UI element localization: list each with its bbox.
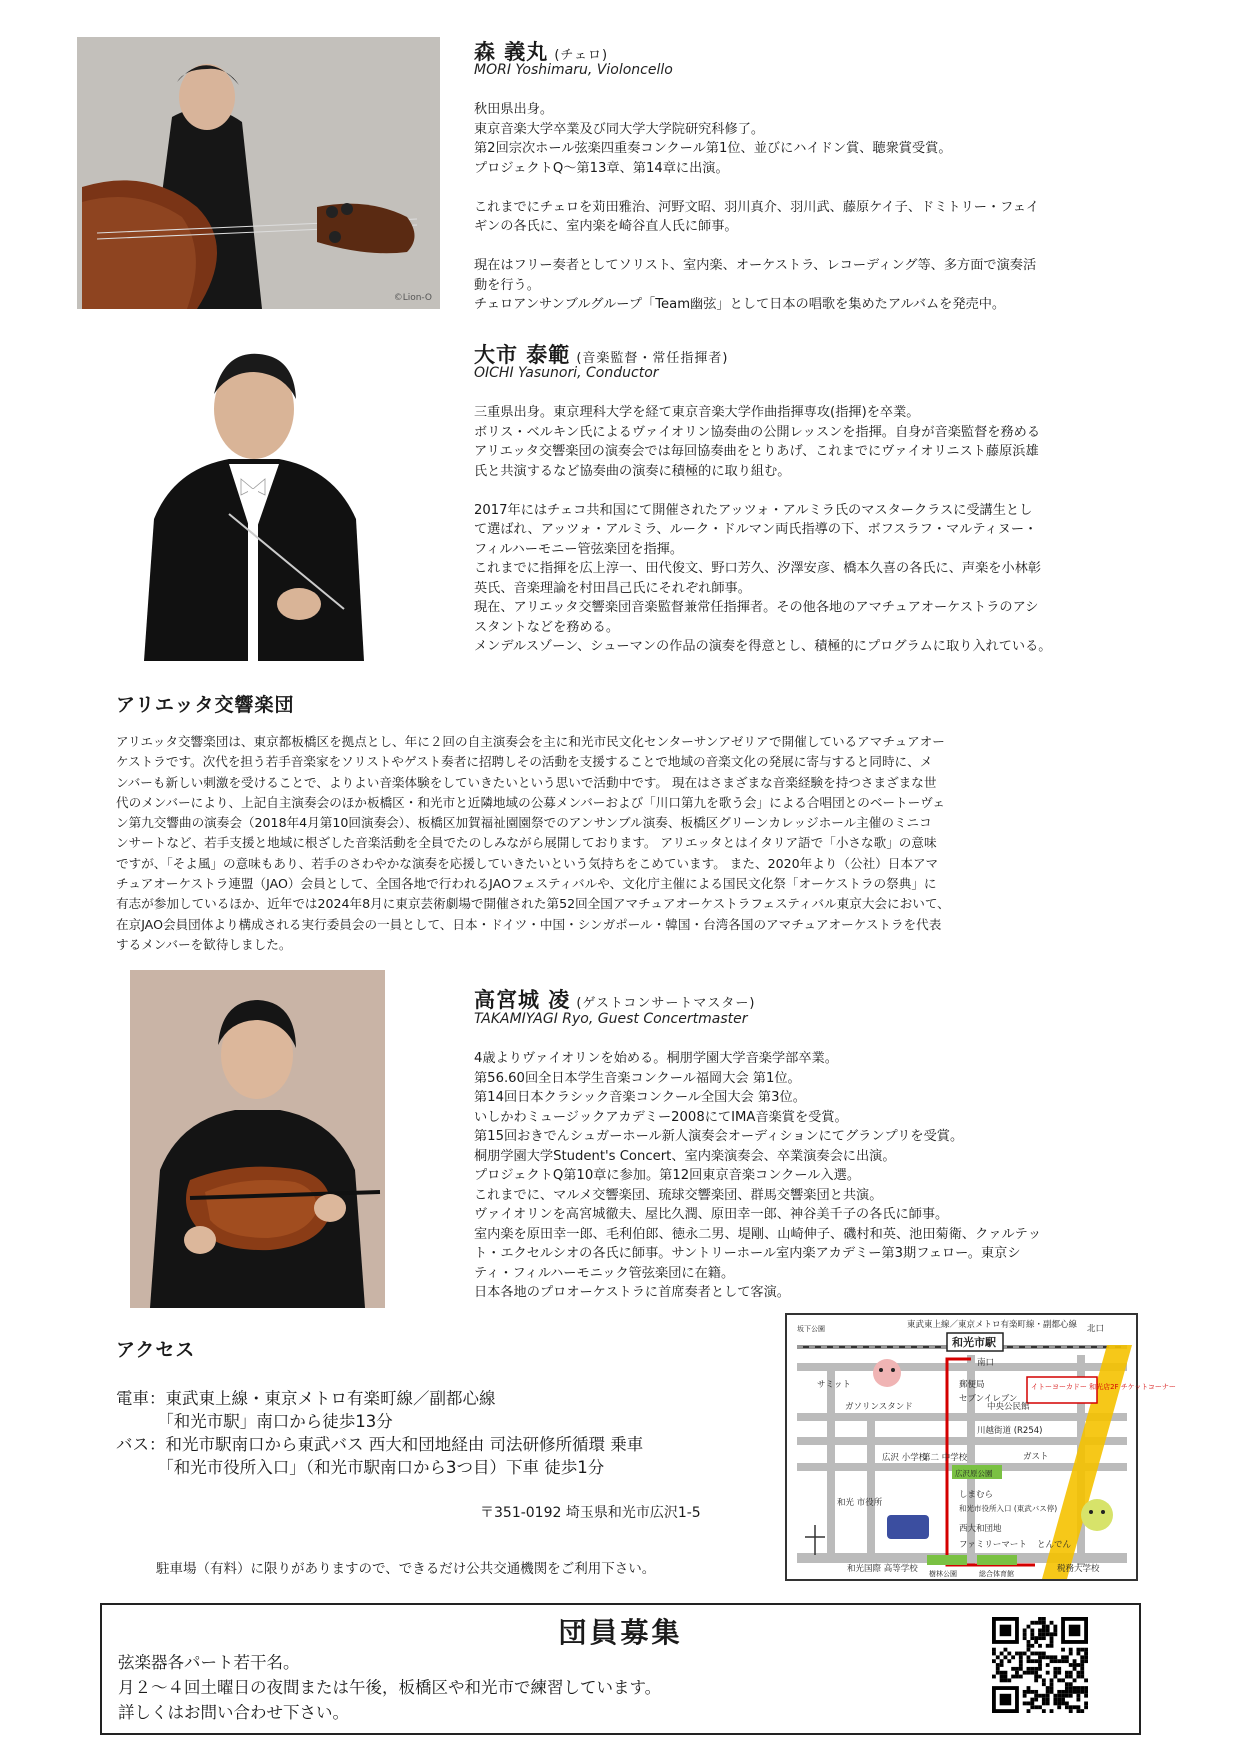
- description-line: 代のメンバーにより、上記自主演奏会のほか板橋区・和光市と近隣地域の公募メンバーおよび「川口第九を歌う会」による合唱団とのベートーヴェ: [116, 794, 945, 810]
- bio-line: [474, 481, 1051, 501]
- map-label-tonden: とんでん: [1037, 1540, 1072, 1550]
- bio-line: 氏と共演するなど協奏曲の演奏に積極的に取り組む。: [474, 463, 791, 479]
- map-label-ito-yokado: イトーヨーカドー 和光店2F チケットコーナー: [1031, 1383, 1176, 1391]
- bio-line: 東京音楽大学卒業及び同大学大学院研究科修了。: [474, 121, 765, 137]
- map-label-sakashita-park: 坂下公園: [797, 1325, 825, 1333]
- bio-line: これまでに指揮を広上淳一、田代俊文、野口芳久、汐澤安彦、橋本久喜の各氏に、声楽を小林彰: [474, 561, 1042, 576]
- bio-line: 第2回宗次ホール弦楽四重奏コンクール第1位、並びにハイドン賞、聴衆賞受賞。: [474, 141, 952, 156]
- takamiyagi-bio: [474, 1049, 1041, 1303]
- map-label-post-office: 郵便局: [959, 1380, 985, 1390]
- takamiyagi-photo: [130, 970, 385, 1308]
- bio-line: 現在、アリエッタ交響楽団音楽監督兼常任指揮者。その他各地のアマチュアオーケストラのアシ: [474, 600, 1039, 615]
- access-map: [785, 1313, 1176, 1581]
- bio-line: ト・エクセルシオの各氏に師事。サントリーホール室内楽アカデミー第3期フェロー。東京シ: [474, 1246, 1021, 1261]
- photo-credit: ©Lion-O: [393, 293, 432, 303]
- map-label-gas-station: ガソリンスタンド: [845, 1402, 913, 1412]
- bio-line: 4歳よりヴァイオリンを始める。桐朋学園大学音楽学部卒業。: [474, 1051, 838, 1066]
- bio-line: 秋田県出身。: [474, 102, 554, 117]
- bio-line: いしかわミュージックアカデミー2008にてIMA音楽賞を受賞。: [474, 1109, 848, 1125]
- orchestra-description: [116, 732, 1152, 955]
- postal-address: 〒351-0192 埼玉県和光市広沢1-5: [480, 1505, 701, 1521]
- takamiyagi-name-text: 高宮城 凌: [474, 988, 571, 1012]
- map-label-summit: サミット: [817, 1380, 851, 1390]
- description-line: アリエッタ交響楽団は、東京都板橋区を拠点とし、年に２回の自主演奏会を主に和光市民文化センターサンアゼリアで開催しているアマチュアオー: [116, 734, 945, 749]
- mori-name-text: 森 義丸: [474, 40, 549, 64]
- map-label-railway: 東武東上線／東京メトロ有楽町線・副都心線: [907, 1320, 1078, 1330]
- oichi-photo: [134, 339, 372, 661]
- recruitment-title: 団員募集: [558, 1616, 683, 1649]
- bio-line: ボリス・ベルキン氏によるヴァイオリン協奏曲の公開レッスンを指揮。自身が音楽監督を務める: [474, 424, 1041, 440]
- takamiyagi-name: [474, 984, 755, 1014]
- description-line: ン第九交響曲の演奏会（2018年4月第10回演奏会）、板橋区加賀福祉園園祭でのアンサンブル演奏、板橋区グリーンカレッジホール主催のミニコ: [116, 815, 932, 831]
- bio-line: これまでにチェロを苅田雅治、河野文昭、羽川真介、羽川武、藤原ケイ子、ドミトリー・フェイ: [474, 199, 1040, 215]
- bio-line: 室内楽を原田幸一郎、毛利伯郎、徳永二男、堤剛、山崎伸子、磯村和英、池田菊衛、クァルテッ: [474, 1226, 1042, 1242]
- bio-line: スタントなどを務める。: [474, 619, 620, 635]
- bio-line: メンデルスゾーン、シューマンの作品の演奏を得意とし、積極的にプログラムに取り入れている。: [474, 639, 1052, 654]
- bio-line: アリエッタ交響楽団の演奏会では毎回協奏曲をとりあげ、これまでにヴァイオリニスト藤原浜雄: [474, 444, 1039, 459]
- access-line: 「和光市駅」南口から徒歩13分: [116, 1412, 393, 1431]
- bio-line: 三重県出身。東京理科大学を経て東京音楽大学作曲指揮専攻(指揮)を卒業。: [474, 405, 920, 420]
- description-line: 在京JAO会員団体より構成される実行委員会の一員として、日本・ドイツ・中国・シンガポール・韓国・台湾各国のアマチュアオーケストラを代表: [116, 916, 942, 932]
- bio-line: 桐朋学園大学Student's Concert、室内楽演奏会、卒業演奏会に出演。: [474, 1148, 896, 1164]
- bio-line: [474, 237, 1039, 257]
- access-line: バス：和光市駅南口から東武バス 西大和団地経由 司法研修所循環 乗車: [116, 1435, 644, 1454]
- bio-line: 第15回おきでんシュガーホール新人演奏会オーディションにてグランプリを受賞。: [474, 1129, 964, 1144]
- bio-line: プロジェクトQ～第13章、第14章に出演。: [474, 160, 729, 176]
- bio-line: ギンの各氏に、室内楽を崎谷直人氏に師事。: [474, 219, 738, 234]
- access-title: アクセス: [116, 1339, 196, 1361]
- map-label-kawagoe-road: 川越街道 (R254): [977, 1426, 1043, 1436]
- map-label-shimamura: しまむら: [959, 1490, 994, 1500]
- bio-line: 英氏、音楽理論を村田昌己氏にそれぞれ師事。: [474, 580, 751, 596]
- map-label-gusto: ガスト: [1023, 1452, 1049, 1462]
- map-label-familymart: ファミリーマート: [959, 1540, 1027, 1550]
- map-label-park: 広沢原公園: [955, 1469, 993, 1478]
- map-label-station: 和光市駅: [952, 1336, 996, 1349]
- description-line: チュアオーケストラ連盟（JAO）会員として、全国各地で行われるJAOフェスティバルや、文化庁主催による国民文化祭「オーケストラの祭典」に: [116, 876, 937, 892]
- map-label-tax-college: 税務大学校: [1057, 1564, 1100, 1574]
- takamiyagi-english-name: TAKAMIYAGI Ryo, Guest Concertmaster: [474, 1011, 748, 1027]
- map-label-jurin-park: 樹林公園: [929, 1570, 957, 1578]
- bio-line: これまでに、マルメ交響楽団、琉球交響楽団、群馬交響楽団と共演。: [474, 1187, 883, 1203]
- oichi-role: (音楽監督・常任指揮者): [576, 351, 729, 366]
- takamiyagi-role: (ゲストコンサートマスター): [576, 996, 756, 1011]
- description-line: ケストラです。次代を担う若手音楽家をソリストやゲスト奏者に招聘しその活動を支援することで地域の音楽文化の発展に寄与すると同時に、メ: [116, 754, 933, 770]
- bio-line: 動を行う。: [474, 277, 540, 293]
- bio-line: ヴァイオリンを高宮城徹夫、屋比久潤、原田幸一郎、神谷美千子の各氏に師事。: [474, 1207, 949, 1222]
- recruitment-line-2: 月２～４回土曜日の夜間または午後，板橋区や和光市で練習しています。: [118, 1678, 662, 1697]
- qr-code[interactable]: [992, 1617, 1088, 1713]
- oichi-english-name: OICHI Yasunori, Conductor: [474, 365, 659, 381]
- oichi-name-text: 大市 泰範: [474, 343, 571, 367]
- bio-line: 日本各地のプロオーケストラに首席奏者として客演。: [474, 1285, 790, 1300]
- map-label-elementary: 広沢 小学校: [882, 1453, 928, 1463]
- bio-line: 2017年にはチェコ共和国にて開催されたアッツォ・アルミラ氏のマスタークラスに受講生とし: [474, 502, 1033, 518]
- recruitment-line-3: 詳しくはお問い合わせ下さい。: [118, 1703, 349, 1722]
- bio-line: チェロアンサンブルグループ「Team幽弦」として日本の唱歌を集めたアルバムを発売中。: [474, 297, 1006, 312]
- bio-line: ティ・フィルハーモニック管弦楽団に在籍。: [474, 1265, 735, 1281]
- bio-line: [474, 178, 1039, 198]
- map-label-north-exit: 北口: [1087, 1324, 1105, 1334]
- map-label-gym: 総合体育館: [979, 1570, 1014, 1578]
- access-line: 電車：東武東上線・東京メトロ有楽町線／副都心線: [116, 1389, 496, 1408]
- map-label-community-center: 中央公民館: [987, 1402, 1030, 1412]
- bio-line: て選ばれ、アッツォ・アルミラ、ルーク・ドルマン両氏指導の下、ボフスラフ・マルティヌー・: [474, 522, 1038, 537]
- access-directions: [116, 1387, 643, 1479]
- map-label-seven-eleven: セブンイレブン: [959, 1394, 1018, 1404]
- mori-role: (チェロ): [554, 48, 609, 63]
- orchestra-title: アリエッタ交響楽団: [116, 694, 295, 716]
- map-label-bus-stop: 和光市役所入口 (東武バス停): [959, 1504, 1058, 1513]
- mori-photo: [77, 37, 440, 309]
- bio-line: 第14回日本クラシック音楽コンクール全国大会 第3位。: [474, 1090, 806, 1105]
- bio-line: フィルハーモニー管弦楽団を指揮。: [474, 541, 684, 557]
- map-label-nishiyamato: 西大和団地: [959, 1524, 1002, 1534]
- bio-line: 現在はフリー奏者としてソリスト、室内楽、オーケストラ、レコーディング等、多方面で演奏活: [474, 258, 1037, 273]
- access-line: 「和光市役所入口」（和光市駅南口から3つ目）下車 徒歩1分: [116, 1458, 605, 1477]
- description-line: ですが、「そよ風」の意味もあり、若手のさわやかな演奏を応援していきたいという気持ちをこめています。 また、2020年より（公社）日本アマ: [116, 855, 939, 871]
- map-label-junior-high: 第二 中学校: [922, 1453, 968, 1463]
- mori-english-name: MORI Yoshimaru, Violoncello: [474, 62, 673, 78]
- description-line: 有志が参加しているほか、近年では2024年8月に東京芸術劇場で開催された第52回全国アマチュアオーケストラフェスティバル東京大会において、: [116, 896, 950, 912]
- map-label-south-exit: 南口: [977, 1358, 995, 1368]
- parking-note: 駐車場（有料）に限りがありますので、できるだけ公共交通機関をご利用下さい。: [156, 1561, 656, 1577]
- description-line: ンサートなど、若手支援と地域に根ざした音楽活動を全員でたのしみながら展開しております。 アリエッタとはイタリア語で「小さな歌」の意味: [116, 835, 937, 851]
- map-label-high-school: 和光国際 高等学校: [847, 1564, 918, 1574]
- recruitment-box: [100, 1603, 1141, 1735]
- description-line: するメンバーを歓待しました。: [116, 936, 292, 952]
- description-line: ンバーも新しい刺激を受けることで、よりよい音楽体験をしていきたいという思いで活動中です。 現在はさまざまな音楽経験を持つさまざまな世: [116, 774, 937, 790]
- oichi-bio: [474, 403, 1051, 657]
- map-label-city-hall: 和光 市役所: [837, 1498, 883, 1508]
- bio-line: 第56.60回全日本学生音楽コンクール福岡大会 第1位。: [474, 1070, 801, 1086]
- mori-bio: [474, 100, 1039, 315]
- bio-line: プロジェクトQ第10章に参加。第12回東京音楽コンクール入選。: [474, 1168, 861, 1183]
- recruitment-line-1: 弦楽器各パート若干名。: [118, 1653, 300, 1672]
